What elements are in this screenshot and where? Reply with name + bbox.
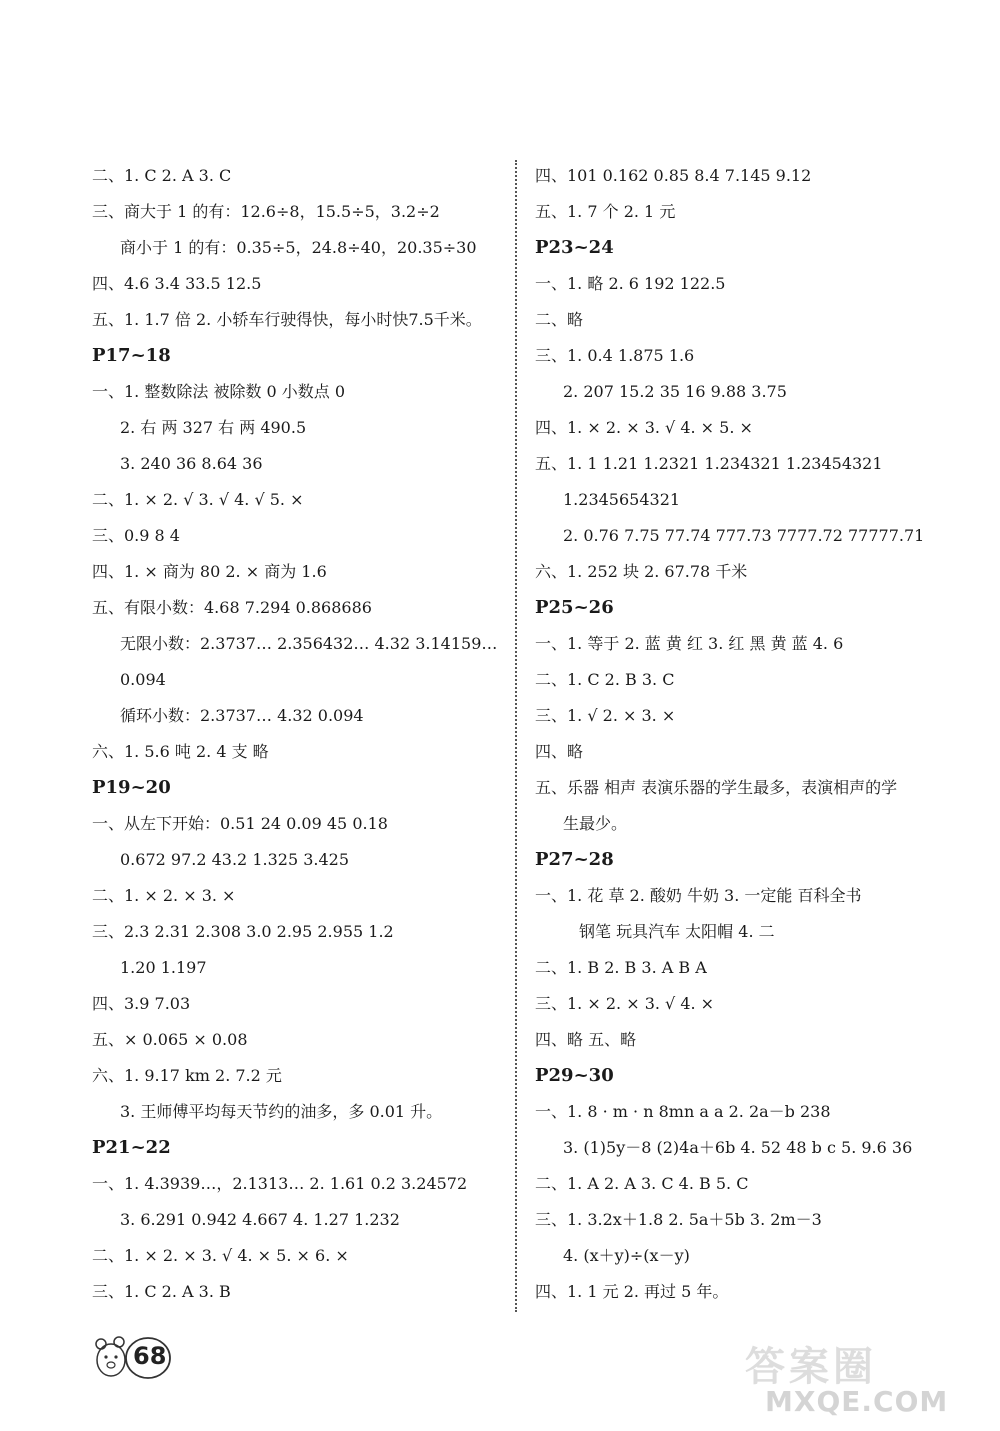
left-answer-column — [92, 158, 502, 1310]
answer-line: 六、1. 5.6 吨 2. 4 支 略 — [92, 742, 269, 761]
answer-line: 二、1. × 2. × 3. √ 4. × 5. × 6. × — [92, 1246, 349, 1265]
answer-line: 生最少。 — [563, 814, 628, 833]
answer-line: 循环小数：2.3737… 4.32 0.094 — [120, 706, 364, 725]
answer-line: 三、1. 0.4 1.875 1.6 — [535, 346, 695, 365]
answer-line: 二、1. × 2. × 3. × — [92, 886, 236, 905]
answer-line: 五、1. 1.7 倍 2. 小轿车行驶得快，每小时快7.5千米。 — [92, 310, 482, 329]
answer-line: 四、4.6 3.4 33.5 12.5 — [92, 274, 262, 293]
answer-line: 钢笔 玩具汽车 太阳帽 4. 二 — [579, 922, 775, 941]
answer-line: 三、0.9 8 4 — [92, 526, 180, 545]
page-number: 68 — [133, 1342, 167, 1370]
answer-line: 二、1. A 2. A 3. C 4. B 5. C — [535, 1174, 749, 1193]
answer-line: 3. 6.291 0.942 4.667 4. 1.27 1.232 — [120, 1210, 400, 1229]
answer-line: 二、1. × 2. √ 3. √ 4. √ 5. × — [92, 490, 304, 509]
answer-line: 六、1. 252 块 2. 67.78 千米 — [535, 562, 748, 581]
page-range-heading: P17~18 — [92, 345, 171, 366]
answer-line: 四、3.9 7.03 — [92, 994, 191, 1013]
answer-line: 五、1. 7 个 2. 1 元 — [535, 202, 676, 221]
answer-line: 一、1. 整数除法 被除数 0 小数点 0 — [92, 382, 346, 401]
answer-line: 2. 右 两 327 右 两 490.5 — [120, 418, 307, 437]
answer-line: 四、略 五、略 — [535, 1030, 637, 1049]
answer-line: 三、2.3 2.31 2.308 3.0 2.95 2.955 1.2 — [92, 922, 394, 941]
answer-line: 4. (x＋y)÷(x－y) — [563, 1246, 690, 1265]
page-range-heading: P25~26 — [535, 597, 614, 618]
answer-line: 一、1. 8 · m · n 8mn a a 2. 2a－b 238 — [535, 1102, 831, 1121]
answer-line: 一、1. 花 草 2. 酸奶 牛奶 3. 一定能 百科全书 — [535, 886, 862, 905]
answer-line: 一、从左下开始：0.51 24 0.09 45 0.18 — [92, 814, 388, 833]
answer-line: 三、1. 3.2x＋1.8 2. 5a＋5b 3. 2m－3 — [535, 1210, 822, 1229]
answer-line: 0.672 97.2 43.2 1.325 3.425 — [120, 850, 350, 869]
answer-line: 无限小数：2.3737… 2.356432… 4.32 3.14159… — [120, 634, 498, 653]
answer-line: 四、1. 1 元 2. 再过 5 年。 — [535, 1282, 729, 1301]
page-range-heading: P19~20 — [92, 777, 171, 798]
answer-line: 1.2345654321 — [563, 490, 681, 509]
answer-line: 一、1. 4.3939…，2.1313… 2. 1.61 0.2 3.24572 — [92, 1174, 468, 1193]
answer-line: 三、1. √ 2. × 3. × — [535, 706, 676, 725]
page-number-badge — [95, 1330, 173, 1386]
watermark-site: MXQE.COM — [765, 1385, 949, 1418]
answer-line: 三、1. C 2. A 3. B — [92, 1282, 231, 1301]
column-divider — [515, 160, 517, 1312]
site-watermark — [745, 1335, 985, 1425]
answer-line: 五、有限小数：4.68 7.294 0.868686 — [92, 598, 372, 617]
right-answer-column — [535, 158, 965, 1310]
answer-line: 3. (1)5y－8 (2)4a＋6b 4. 52 48 b c 5. 9.6 36 — [563, 1138, 913, 1157]
page-range-heading: P21~22 — [92, 1137, 171, 1158]
answer-line: 0.094 — [120, 670, 166, 689]
answer-line: 五、× 0.065 × 0.08 — [92, 1030, 248, 1049]
page-range-heading: P27~28 — [535, 849, 614, 870]
answer-line: 五、乐器 相声 表演乐器的学生最多，表演相声的学 — [535, 778, 898, 797]
answer-line: 商小于 1 的有：0.35÷5，24.8÷40，20.35÷30 — [120, 238, 477, 257]
answer-line: 四、1. × 商为 80 2. × 商为 1.6 — [92, 562, 327, 581]
answer-line: 二、1. B 2. B 3. A B A — [535, 958, 707, 977]
answer-line: 二、1. C 2. A 3. C — [92, 166, 232, 185]
answer-line: 五、1. 1 1.21 1.2321 1.234321 1.23454321 — [535, 454, 883, 473]
answer-line: 二、1. C 2. B 3. C — [535, 670, 675, 689]
answer-line: 二、略 — [535, 310, 584, 329]
answer-line: 四、1. × 2. × 3. √ 4. × 5. × — [535, 418, 753, 437]
answer-line: 六、1. 9.17 km 2. 7.2 元 — [92, 1066, 282, 1085]
answer-line: 三、商大于 1 的有：12.6÷8，15.5÷5，3.2÷2 — [92, 202, 440, 221]
answer-line: 三、1. × 2. × 3. √ 4. × — [535, 994, 715, 1013]
answer-line: 3. 王师傅平均每天节约的油多，多 0.01 升。 — [120, 1102, 443, 1121]
answer-line: 2. 0.76 7.75 77.74 777.73 7777.72 77777.71 — [563, 526, 925, 545]
answer-line: 一、1. 等于 2. 蓝 黄 红 3. 红 黑 黄 蓝 4. 6 — [535, 634, 844, 653]
answer-line: 2. 207 15.2 35 16 9.88 3.75 — [563, 382, 787, 401]
answer-line: 四、略 — [535, 742, 584, 761]
answer-line: 四、101 0.162 0.85 8.4 7.145 9.12 — [535, 166, 812, 185]
answer-line: 一、1. 略 2. 6 192 122.5 — [535, 274, 726, 293]
page-range-heading: P29~30 — [535, 1065, 614, 1086]
watermark-brand: 答案圈 — [745, 1344, 877, 1390]
answer-line: 3. 240 36 8.64 36 — [120, 454, 263, 473]
answer-line: 1.20 1.197 — [120, 958, 207, 977]
page-range-heading: P23~24 — [535, 237, 614, 258]
